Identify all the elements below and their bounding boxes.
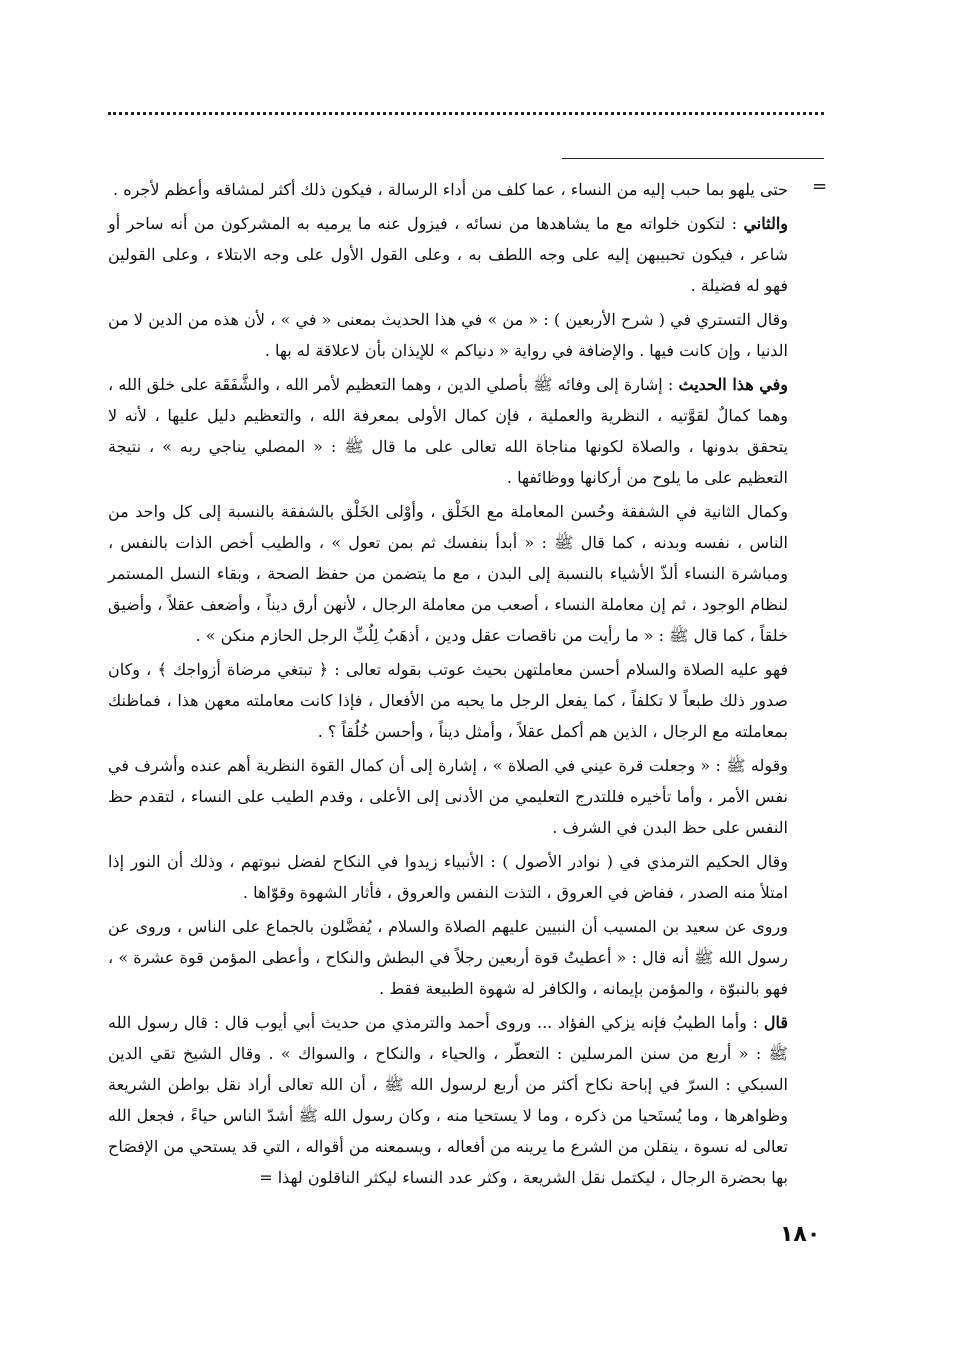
paragraph: وقال التستري في ( شرح الأربعين ) : « من » في هذا الحديث بمعنى « في » ، لأن هذه من الدين لا من الدنيا ، وإن كانت فيها . والإضافة في رواية « دنياكم » للإيذان بأن لاعلاقة له بها . [108, 310, 788, 360]
paragraph: وروى عن سعيد بن المسيب أن النبيين عليهم الصلاة والسلام ، يُفضَّلون بالجماع على الناس ، وروى عن رسول الله ﷺ أنه قال : « أعطيتُ قوة أربعين رجلاً في البطش والنكاح ، وأعطى المؤمن قوة عشرة » ، فهو بالنبوّة ، والمؤمن بإيمانه ، والكافر له شهوة الطبيعة فقط . [108, 917, 788, 998]
paragraph: والثاني : لتكون خلواته مع ما يشاهدها من نسائه ، فيزول عنه ما يرميه به المشركون من أنه ساحر أو شاعر ، فيكون تحبيبهن إليه على وجه اللطف به ، وعلى القول الأول على وجه الابتلاء ، وعلى القولين فهو له فضيلة . [108, 214, 788, 295]
dotted-separator [108, 112, 824, 115]
page-number: ١٨٠ [780, 1222, 821, 1247]
continuation-mark: = [812, 176, 828, 197]
paragraph: فهو عليه الصلاة والسلام أحسن معاملتهن بحيث عوتب بقوله تعالى : ﴿ تبتغي مرضاة أزواجك ﴾ ، وكان صدور ذلك طبعاً لا تكلفاً ، كما يفعل الرجل ما يحبه من الأفعال ، فإذا كانت معاملته معهن هذا ، فماظنك بمعاملته مع الرجال ، الذين هم أكمل عقلاً ، وأمثل ديناً ، وأحسن خُلُقاً ؟ . [108, 660, 788, 741]
paragraph: قال : وأما الطيبُ فإنه يزكي الفؤاد ... وروى أحمد والترمذي من حديث أبي أيوب قال : قال رسول الله ﷺ : « أربع من سنن المرسلين : التعطّر ، والحياء ، والنكاح ، والسواك » . وقال الشيخ تقي الدين السبكي : السرّ في إباحة نكاح أكثر من أربع لرسول الله ﷺ ، أن الله تعالى أراد نقل بواطن الشريعة وظواهرها ، وما يُستَحيا من ذكره ، وما لا يستحيا منه ، وكان رسول الله ﷺ أشدّ الناس حياءً ، فجعل الله تعالى له نسوة ، ينقلن من الشرع ما يرينه من أفعاله ، ويسمعنه من أقواله ، التي قد يستحي من الإفصَاح بها بحضرة الرجال ، ليكتمل نقل الشريعة ، وكثر عدد النساء ليكثر الناقلون لهذا = [108, 1013, 789, 1187]
paragraph: حتى يلهو بما حبب إليه من النساء ، عما كلف من أداء الرسالة ، فيكون ذلك أكثر لمشاقه وأعظم لأجره . [113, 180, 788, 199]
paragraph: وقال الحكيم الترمذي في ( نوادر الأصول ) : الأنبياء زيدوا في النكاح لفضل نبوتهم ، وذلك أن النور إذا امتلأ منه الصدر ، ففاض في العروق ، التذت النفس والعروق ، فأثار الشهوة وقوّاها . [108, 852, 788, 902]
footnote-rule [562, 158, 824, 159]
footnote-text [108, 174, 788, 1196]
paragraph: وفي هذا الحديث : إشارة إلى وفائه ﷺ بأصلي الدين ، وهما التعظيم لأمر الله ، والشَّفَقَة على خلق الله ، وهما كمالٌ لقوَّتيه ، النظرية والعملية ، فإن كمال الأولى بمعرفة الله ، والتعظيم دليل عليها ، لأنه لا يتحقق بدونها ، والصلاة لكونها مناجاة الله تعالى على ما قال ﷺ : « المصلي يناجي ربه » ، نتيجة التعظيم على ما يلوح من أركانها ووظائفها . [108, 375, 789, 487]
paragraph: وكمال الثانية في الشفقة وحُسن المعاملة مع الخَلْق ، وأوْلى الخَلْق بالشفقة بالنسبة إلى كل واحد من الناس ، نفسه وبدنه ، كما قال ﷺ : « أبدأ بنفسك ثم بمن تعول » ، والطيب أخص الذات بالنفس ، ومباشرة النساء ألذّ الأشياء بالنسبة إلى البدن ، مع ما يتضمن من حفظ الصحة ، وبقاء النسل المستمر لنظام الوجود ، ثم إن معاملة النساء ، أصعب من معاملة الرجال ، لأنهن أرق ديناً ، وأضعف عقلاً ، وأضيق خلقاً ، كما قال ﷺ : « ما رأيت من ناقصات عقل ودين ، أذهَبُ لِلُبِّ الرجل الحازم منكن » . [108, 502, 788, 645]
paragraph: وقوله ﷺ : « وجعلت قرة عيني في الصلاة » ، إشارة إلى أن كمال القوة النظرية أهم عنده وأشرف في نفس الأمر ، وأما تأخيره فللتدرج التعليمي من الأدنى إلى الأعلى ، وقدم الطيب على النساء ، لتقدم حظ النفس على حظ البدن في الشرف . [108, 756, 788, 837]
